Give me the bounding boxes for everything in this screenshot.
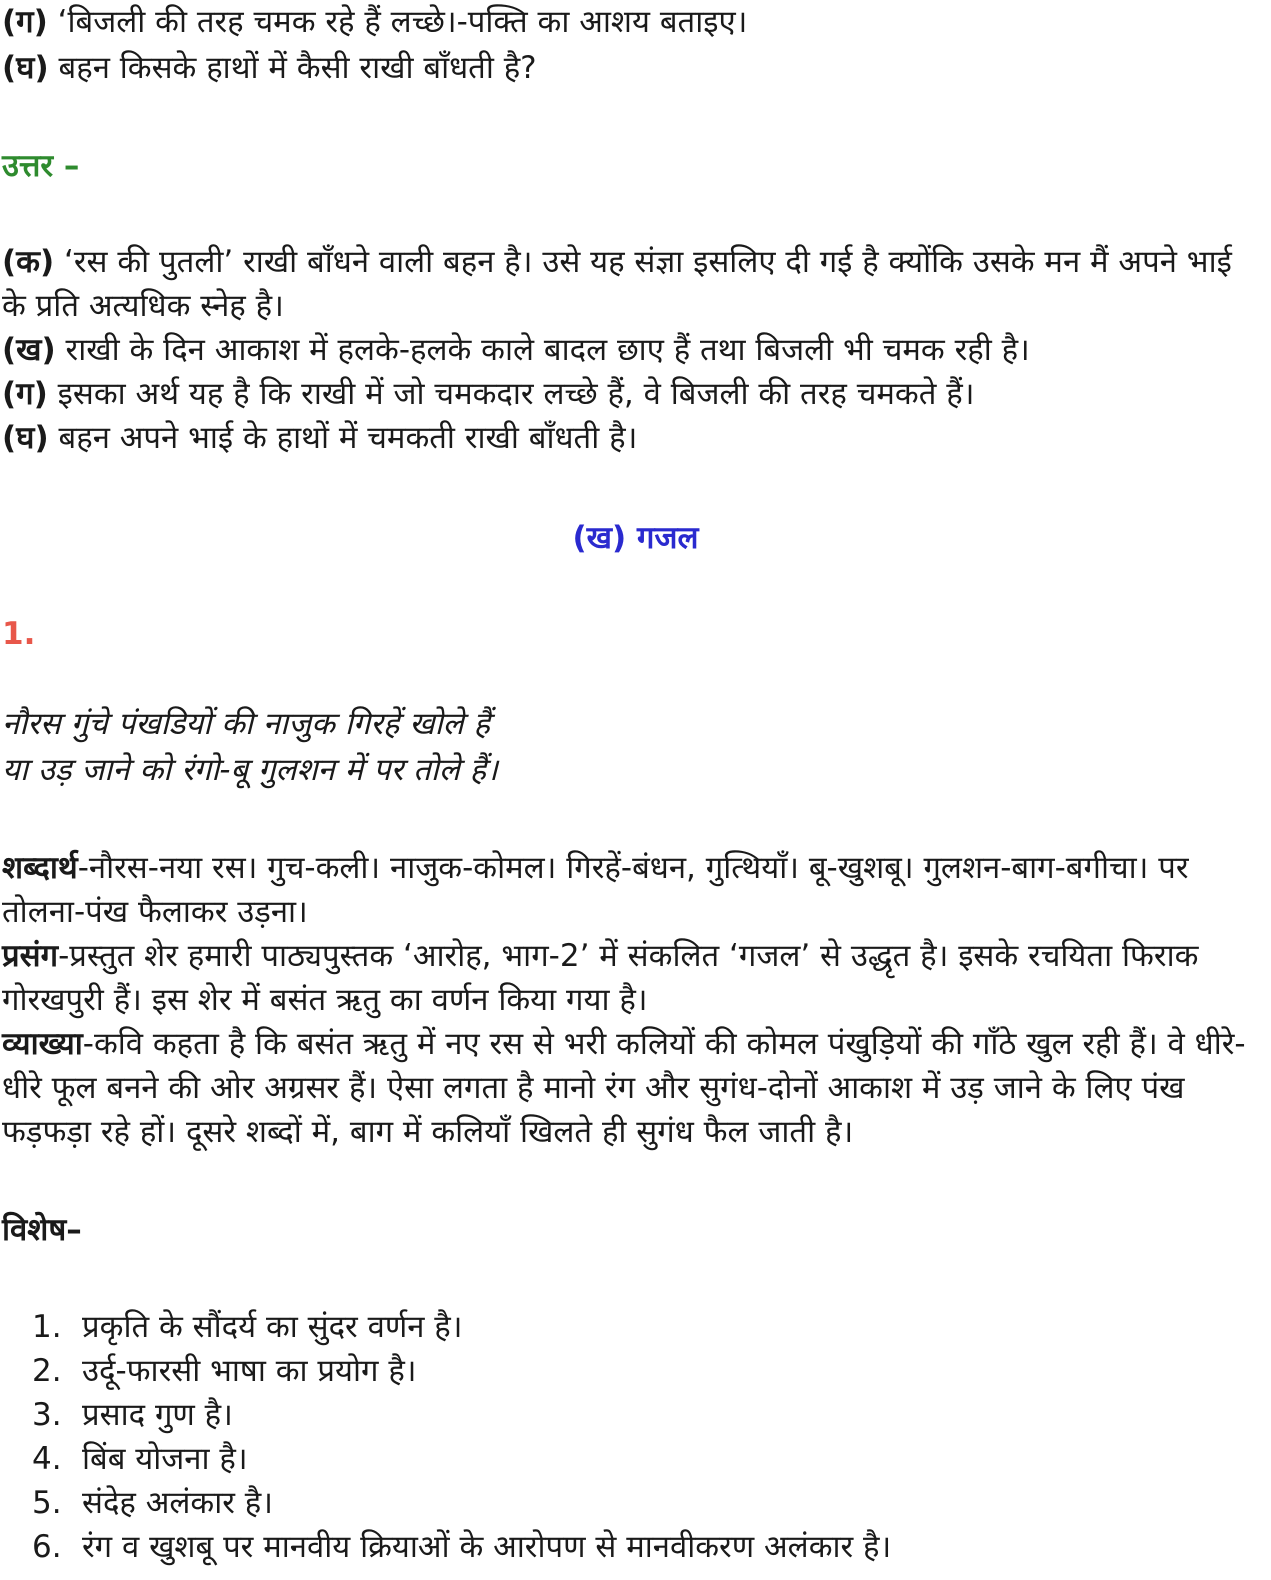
prasang-label: प्रसंग (2, 938, 59, 974)
list-item-number: 3. (32, 1397, 62, 1433)
list-item (32, 1525, 891, 1569)
answer-label: (क) (2, 244, 55, 280)
list-item (32, 1305, 891, 1349)
vishesh-heading: विशेष– (2, 1212, 82, 1248)
list-item-text: प्रकृति के सौंदर्य का सुंदर वर्णन है। (82, 1309, 463, 1345)
list-item-text: रंग व खुशबू पर मानवीय क्रियाओं के आरोपण से मानवीकरण अलंकार है। (82, 1529, 892, 1565)
question-ga (2, 0, 1265, 44)
answer-heading: उत्तर – (2, 148, 80, 184)
answer-label: (ग) (2, 376, 48, 412)
list-item (32, 1437, 891, 1481)
list-item-number: 1. (32, 1309, 62, 1345)
section-heading: (ख) गजल (572, 520, 699, 556)
answer-ga (2, 372, 1265, 416)
list-item-number: 2. (32, 1353, 62, 1389)
vyakhya-text: -कवि कहता है कि बसंत ऋतु में नए रस से भरी कलियों की कोमल पंखुड़ियों की गाँठे खुल रही हैं। वे धीरे-धीरे फूल बनने की ओर अग्रसर हैं। ऐसा लगता है मानो रंग और सुगंध-दोनों आकाश में उड़ जाने के लिए पंख फड़फड़ा रहे हों। दूसरे शब्दों में, बाग में कलियाँ खिलते ही सुगंध फैल जाती है। (2, 1026, 1246, 1150)
list-item-number: 6. (32, 1529, 62, 1565)
prasang-paragraph (2, 934, 1265, 1022)
question-gha (2, 46, 1265, 90)
answer-label: (ख) (2, 332, 56, 368)
shabdarth-text: -नौरस-नया रस। गुच-कली। नाजुक-कोमल। गिरहें-बंधन, गुत्थियाँ। बू-खुशबू। गुलशन-बाग-बगीचा। पर तोलना-पंख फैलाकर उड़ना। (2, 850, 1189, 930)
answer-label: (घ) (2, 420, 49, 456)
item-number: 1. (2, 616, 36, 652)
verse-line: या उड़ जाने को रंगो-बू गुलशन में पर तोले हैं। (2, 752, 498, 788)
shabdarth-paragraph (2, 846, 1265, 934)
answer-text: ‘रस की पुतली’ राखी बाँधने वाली बहन है। उसे यह संज्ञा इसलिए दी गई है क्योंकि उसके मन मैं अपने भाई के प्रति अत्यधिक स्नेह है। (2, 244, 1232, 324)
vyakhya-label: व्याख्या (2, 1026, 83, 1062)
question-text: ‘बिजली की तरह चमक रहे हैं लच्छे।-पक्ति का आशय बताइए। (47, 4, 748, 40)
answer-gha (2, 416, 1265, 460)
list-item (32, 1349, 891, 1393)
list-item-text: प्रसाद गुण है। (82, 1397, 233, 1433)
answer-text: राखी के दिन आकाश में हलके-हलके काले बादल छाए हैं तथा बिजली भी चमक रही है। (55, 332, 1030, 368)
list-item (32, 1393, 891, 1437)
verse-line: नौरस गुंचे पंखडियों की नाजुक गिरहें खोले हैं (2, 706, 490, 742)
vyakhya-paragraph (2, 1022, 1265, 1154)
list-item-text: बिंब योजना है। (82, 1441, 248, 1477)
question-text: बहन किसके हाथों में कैसी राखी बाँधती है? (48, 50, 537, 86)
answer-kha (2, 328, 1265, 372)
list-item-number: 4. (32, 1441, 62, 1477)
list-item-number: 5. (32, 1485, 62, 1521)
shabdarth-label: शब्दार्थ (2, 850, 78, 886)
prasang-text: -प्रस्तुत शेर हमारी पाठ्यपुस्तक ‘आरोह, भाग-2’ में संकलित ‘गजल’ से उद्धृत है। इसके रचयिता फिराक गोरखपुरी हैं। इस शेर में बसंत ऋतु का वर्णन किया गया है। (2, 938, 1199, 1018)
list-item-text: संदेह अलंकार है। (82, 1485, 274, 1521)
answer-text: बहन अपने भाई के हाथों में चमकती राखी बाँधती है। (48, 420, 638, 456)
question-label: (घ) (2, 50, 49, 86)
vishesh-list (32, 1305, 891, 1569)
answer-text: इसका अर्थ यह है कि राखी में जो चमकदार लच्छे हैं, वे बिजली की तरह चमकते हैं। (47, 376, 975, 412)
answer-ka (2, 240, 1265, 328)
list-item (32, 1481, 891, 1525)
list-item-text: उर्दू-फारसी भाषा का प्रयोग है। (82, 1353, 417, 1389)
question-label: (ग) (2, 4, 48, 40)
